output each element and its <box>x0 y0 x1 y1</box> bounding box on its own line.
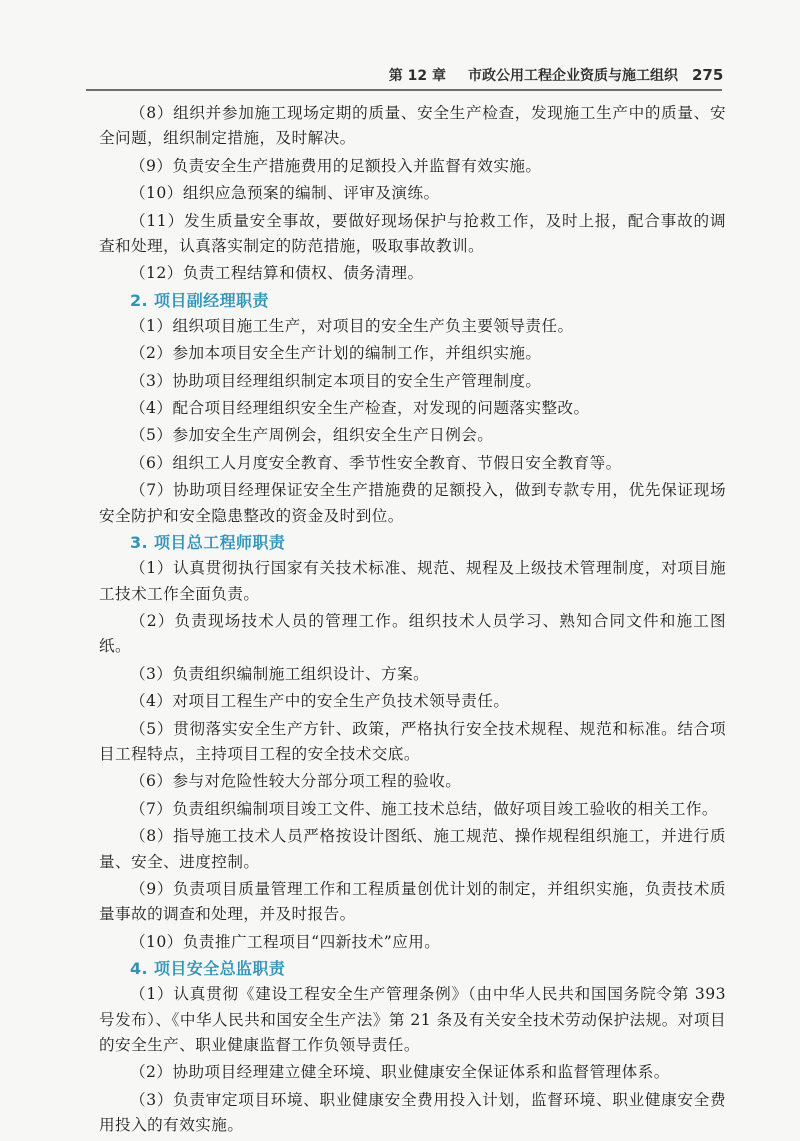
paragraph: （2）参加本项目安全生产计划的编制工作，并组织实施。 <box>130 344 542 363</box>
paragraph: （12）负责工程结算和债权、债务清理。 <box>130 264 424 283</box>
paragraph: （1）认真贯彻《建设工程安全生产管理条例》（由中华人民共和国国务院令第 393 号发布）、《中华人民共和国安全生产法》第 21 条及有关安全技术劳动保护法规。对项目的安全生产、职业健康监督工作负领导责任。 <box>99 985 726 1054</box>
paragraph: （5）参加安全生产周例会，组织安全生产日例会。 <box>130 426 494 445</box>
running-header <box>96 64 722 86</box>
paragraph: （7）协助项目经理保证安全生产措施费的足额投入，做到专款专用，优先保证现场安全防护和安全隐患整改的资金及时到位。 <box>99 481 726 525</box>
chapter-number: 第 12 章 <box>388 68 446 84</box>
paragraph: （9）负责项目质量管理工作和工程质量创优计划的制定，并组织实施，负责技术质量事故的调查和处理，并及时报告。 <box>99 879 726 924</box>
header-rule <box>86 89 722 91</box>
paragraph: （6）参与对危险性较大分部分项工程的验收。 <box>130 772 462 791</box>
paragraph: （7）负责组织编制项目竣工文件、施工技术总结，做好项目竣工验收的相关工作。 <box>130 799 718 818</box>
section-heading: 3. 项目总工程师职责 <box>130 533 286 553</box>
section-heading: 2. 项目副经理职责 <box>130 290 269 310</box>
paragraph: （2）负责现场技术人员的管理工作。组织技术人员学习、熟知合同文件和施工图纸。 <box>99 611 726 656</box>
paragraph: （1）组织项目施工生产，对项目的安全生产负主要领导责任。 <box>130 316 574 335</box>
paragraph: （1）认真贯彻执行国家有关技术标准、规范、规程及上级技术管理制度，对项目施工技术工作全面负责。 <box>99 559 726 603</box>
paragraph: （4）配合项目经理组织安全生产检查，对发现的问题落实整改。 <box>130 399 590 418</box>
paragraph: （10）组织应急预案的编制、评审及演练。 <box>130 184 440 203</box>
paragraph: （4）对项目工程生产中的安全生产负技术领导责任。 <box>130 692 510 711</box>
page-number: 275 <box>692 66 724 84</box>
paragraph: （11）发生质量安全事故，要做好现场保护与抢救工作，及时上报，配合事故的调查和处理，认真落实制定的防范措施，吸取事故教训。 <box>99 211 726 256</box>
paragraph: （3）协助项目经理组织制定本项目的安全生产管理制度。 <box>130 371 542 390</box>
paragraph: （3）负责组织编制施工组织设计、方案。 <box>130 664 430 683</box>
paragraph: （2）协助项目经理建立健全环境、职业健康安全保证体系和监督管理体系。 <box>130 1063 670 1082</box>
paragraph: （8）指导施工技术人员严格按设计图纸、施工规范、操作规程组织施工，并进行质量、安全、进度控制。 <box>99 827 726 871</box>
section-heading: 4. 项目安全总监职责 <box>130 959 286 979</box>
paragraph: （3）负责审定项目环境、职业健康安全费用投入计划，监督环境、职业健康安全费用投入的有效实施。 <box>99 1090 726 1135</box>
paragraph: （5）贯彻落实安全生产方针、政策，严格执行安全技术规程、规范和标准。结合项目工程特点，主持项目工程的安全技术交底。 <box>99 719 726 763</box>
paragraph: （6）组织工人月度安全教育、季节性安全教育、节假日安全教育等。 <box>130 453 622 472</box>
paragraph: （9）负责安全生产措施费用的足额投入并监督有效实施。 <box>130 156 542 175</box>
chapter-title: 市政公用工程企业资质与施工组织 <box>468 68 678 84</box>
body-text <box>99 101 726 1141</box>
paragraph: （8）组织并参加施工现场定期的质量、安全生产检查，发现施工生产中的质量、安全问题，组织制定措施，及时解决。 <box>99 104 726 148</box>
paragraph: （10）负责推广工程项目“四新技术”应用。 <box>130 932 441 951</box>
